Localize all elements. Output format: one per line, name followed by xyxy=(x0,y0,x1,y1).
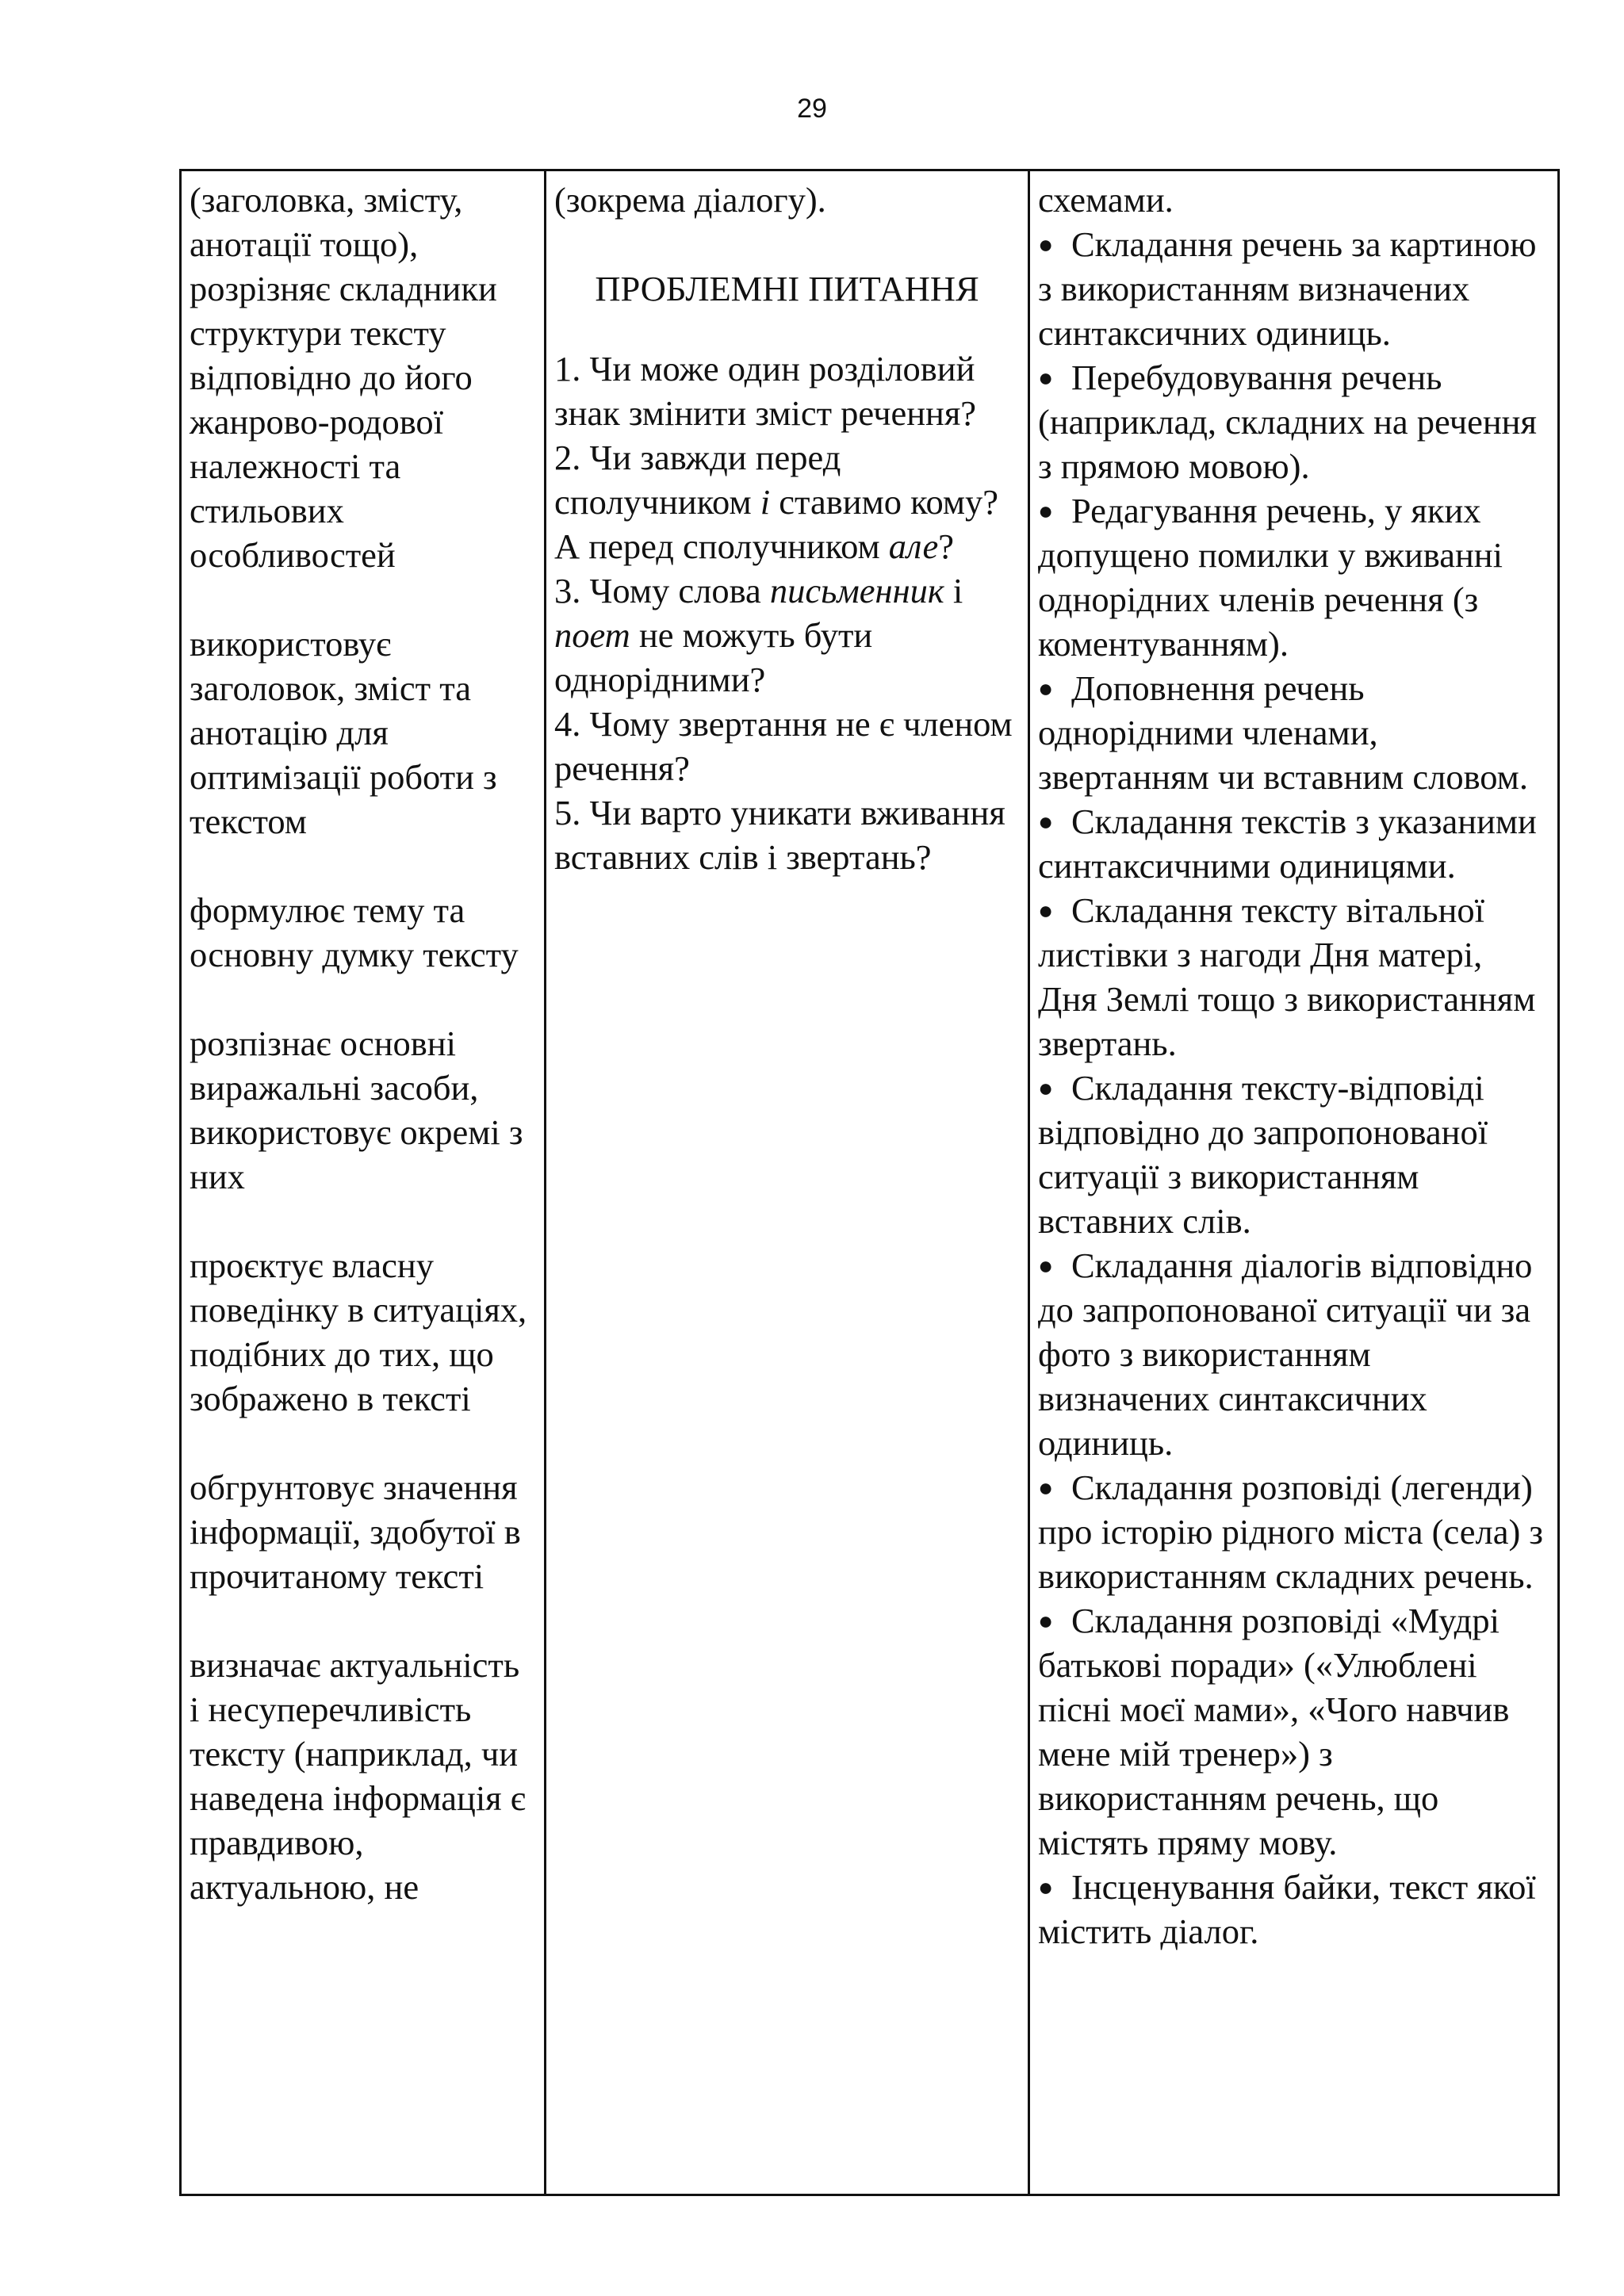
outcome-item: проєктує власну поведінку в ситуаціях, подібних до тих, що зображено в тексті xyxy=(190,1246,527,1418)
activity-text: Складання тексту вітальної листівки з нагоди Дня матері, Дня Землі тощо з використанням звертань. xyxy=(1038,890,1536,1063)
list-item xyxy=(1038,488,1549,666)
list-item xyxy=(1038,799,1549,888)
list-item xyxy=(1038,1066,1549,1243)
content-continuation: (зокрема діалогу). xyxy=(554,180,826,220)
activity-text: Доповнення речень однорідними членами, звертанням чи вставним словом. xyxy=(1038,668,1528,797)
question-3 xyxy=(554,568,1020,702)
outcome-item: розпізнає основні виражальні засоби, використовує окремі з них xyxy=(190,1024,523,1196)
outcome-item: (заголовка, змісту, анотації тощо), розрізняє складники структури тексту відповідно до його жанрово-родової належності та стильових особливостей xyxy=(190,180,497,575)
question-4: 4. Чому звертання не є членом речення? xyxy=(554,703,1013,788)
outcome-item: визначає актуальність і несуперечливість тексту (наприклад, чи наведена інформація є правдивою, актуальною, не xyxy=(190,1645,526,1907)
bullet-icon: ● xyxy=(1038,496,1054,525)
question-text: 2. Чи завжди перед сполучником xyxy=(554,437,841,522)
bullet-icon: ● xyxy=(1038,1073,1054,1102)
list-item xyxy=(1038,1865,1549,1954)
list-item xyxy=(1038,355,1549,488)
list-item xyxy=(1038,1465,1549,1598)
question-2 xyxy=(554,435,1020,568)
bullet-icon: ● xyxy=(1038,896,1054,924)
outcome-item: обгрунтовує значення інформації, здобутої в прочитаному тексті xyxy=(190,1468,521,1596)
italic-term: і xyxy=(760,481,771,522)
learning-outcomes-cell xyxy=(181,170,546,2195)
content-questions-cell xyxy=(546,170,1029,2195)
bullet-icon: ● xyxy=(1038,1873,1054,1901)
bullet-icon: ● xyxy=(1038,807,1054,836)
question-text: 3. Чому слова xyxy=(554,570,770,610)
bullet-icon: ● xyxy=(1038,674,1054,702)
activity-text: Інсценування байки, текст якої містить діалог. xyxy=(1038,1867,1536,1951)
activity-text: Редагування речень, у яких допущено помилки у вживанні однорідних членів речення (з коментуванням). xyxy=(1038,491,1503,664)
page-number: 29 xyxy=(797,94,827,124)
question-text: ставимо кому? А перед сполучником xyxy=(554,481,999,566)
question-5: 5. Чи варто уникати вживання вставних слів і звертань? xyxy=(554,792,1005,877)
list-item xyxy=(1038,1598,1549,1865)
bullet-icon: ● xyxy=(1038,1606,1054,1635)
problem-questions-heading: ПРОБЛЕМНІ ПИТАННЯ xyxy=(595,269,979,308)
italic-term: письменник xyxy=(769,570,944,610)
italic-term: поет xyxy=(554,614,630,655)
bullet-icon: ● xyxy=(1038,230,1054,258)
question-text: і xyxy=(944,570,963,610)
activity-text: Складання тексту-відповіді відповідно до запропонованої ситуації з використанням вставних слів. xyxy=(1038,1068,1488,1241)
activity-text: Складання розповіді (легенди) про історію рідного міста (села) з використанням складних речень. xyxy=(1038,1468,1543,1596)
question-1: 1. Чи може один розділовий знак змінити зміст речення? xyxy=(554,348,977,433)
question-text: не можуть бути однорідними? xyxy=(554,614,873,699)
activities-cell xyxy=(1029,170,1559,2195)
activity-text: Складання діалогів відповідно до запропонованої ситуації чи за фото з використанням визначених синтаксичних одиниць. xyxy=(1038,1246,1533,1463)
table-row xyxy=(181,170,1559,2195)
question-text: ? xyxy=(938,526,955,566)
list-item xyxy=(1038,1243,1549,1465)
bullet-icon: ● xyxy=(1038,1251,1054,1280)
activity-text: Перебудовування речень (наприклад, складних на речення з прямою мовою). xyxy=(1038,358,1537,486)
list-item xyxy=(1038,666,1549,799)
activity-text: Складання речень за картиною з використанням визначених синтаксичних одиниць. xyxy=(1038,224,1537,353)
list-item xyxy=(1038,222,1549,355)
list-item xyxy=(1038,888,1549,1066)
outcome-item: використовує заголовок, зміст та анотацію для оптимізації роботи з текстом xyxy=(190,624,497,841)
bullet-icon: ● xyxy=(1038,1473,1054,1502)
italic-term: але xyxy=(888,526,939,566)
activities-list xyxy=(1038,222,1549,1954)
curriculum-table xyxy=(179,169,1560,2196)
activity-text: Складання текстів з указаними синтаксичними одиницями. xyxy=(1038,802,1537,886)
outcome-item: формулює тему та основну думку тексту xyxy=(190,890,519,974)
bullet-icon: ● xyxy=(1038,363,1054,392)
activities-continuation: схемами. xyxy=(1038,180,1174,220)
activity-text: Складання розповіді «Мудрі батькові поради» («Улюблені пісні моєї мами», «Чого навчив мене мій тренер») з використанням речень, що містять пряму мову. xyxy=(1038,1601,1510,1862)
